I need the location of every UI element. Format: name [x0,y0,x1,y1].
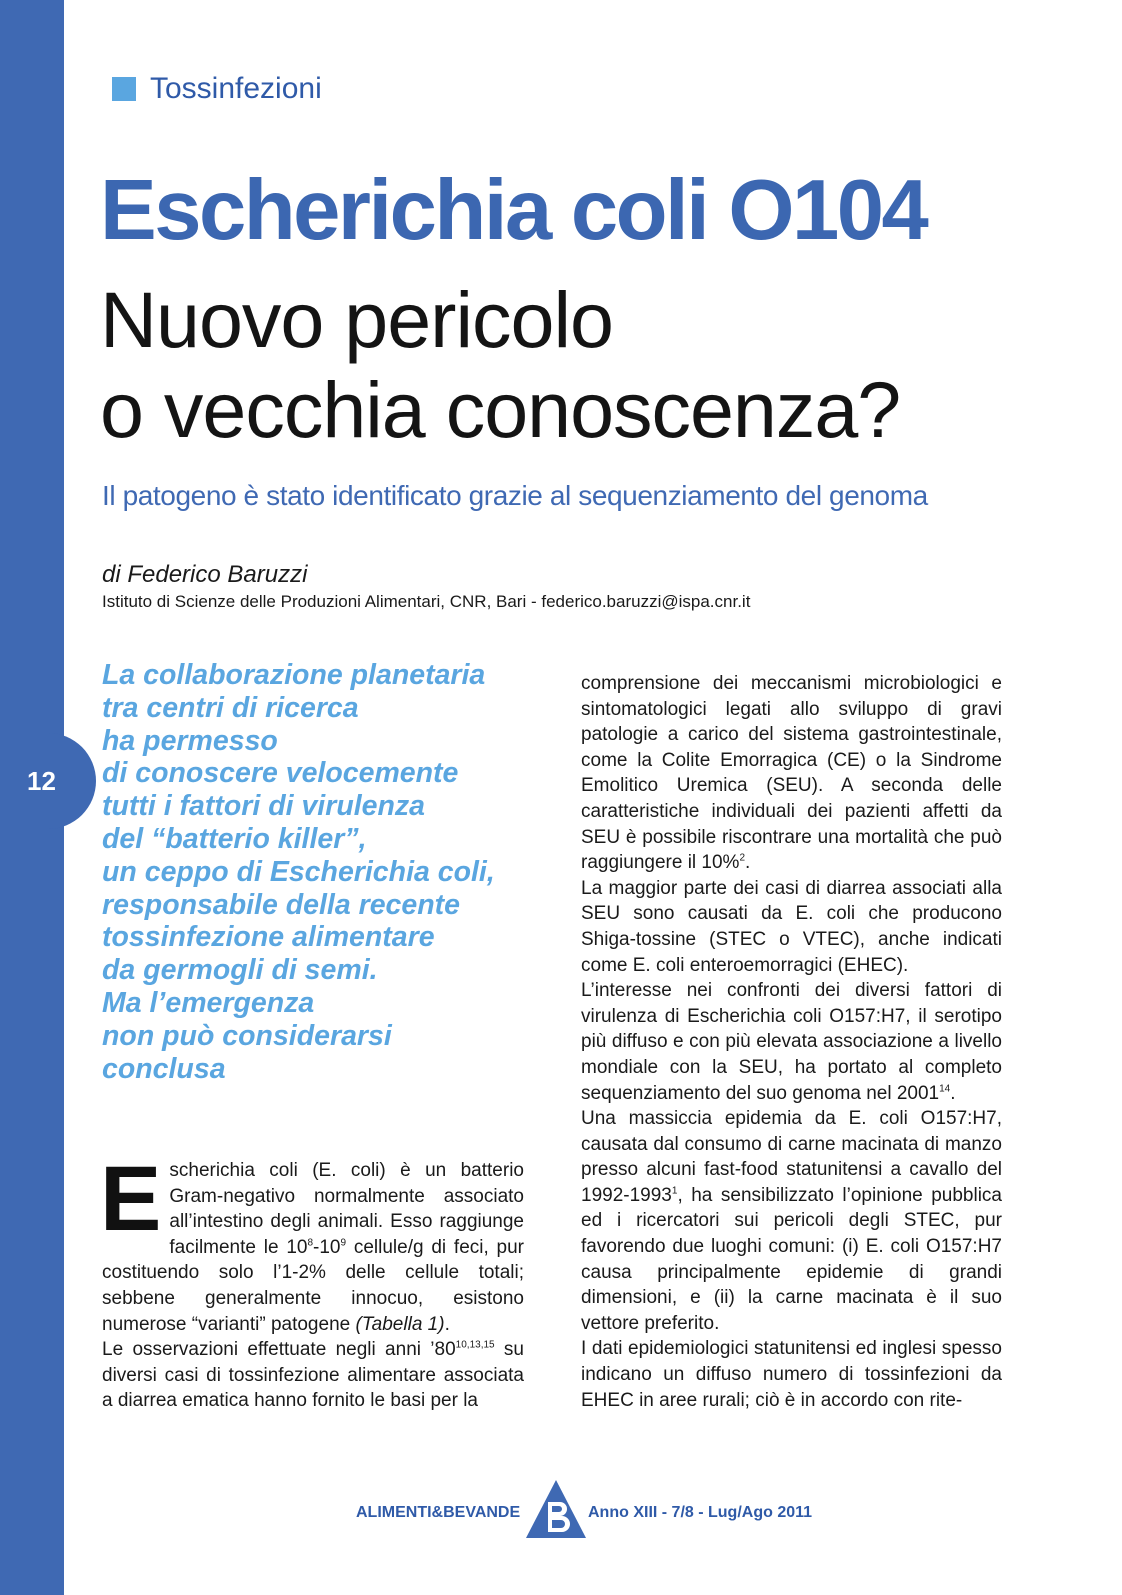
lead-line: tossinfezione alimentare [102,921,435,954]
title-block [100,275,900,455]
body-paragraph: Una massiccia epidemia da E. coli O157:H7, causata dal consumo di carne macinata di manzo presso alcuni fast-food statunitensi a cavallo del 1992-1993$^1$, ha sensibilizzato l’opinione pubblica ed i ricercatori sui pericoli degli STEC, pur favorendo due luoghi comuni: (i) E. coli O157:H7 causa principalmente epidemie di grandi dimensioni, e (ii) la carne macinata è il suo vettore preferito. [581,1108,1002,1334]
author: di Federico Baruzzi [102,561,308,588]
drop-cap: E [100,1148,162,1250]
triangle-b-logo-icon [526,1480,586,1538]
lead-paragraph [102,659,542,1085]
square-bullet-icon [112,77,136,101]
subtitle: Il patogeno è stato identificato grazie al sequenziamento del genoma [102,480,928,511]
page-footer [356,1480,836,1540]
lead-line: non può considerarsi [102,1019,392,1052]
lead-line: Ma l’emergenza [102,986,315,1019]
issue-info: Anno XIII - 7/8 - Lug/Ago 2011 [588,1504,813,1521]
affiliation: Istituto di Scienze delle Produzioni Alimentari, CNR, Bari - federico.baruzzi@ispa.cnr.it [102,592,751,611]
body-paragraph: I dati epidemiologici statunitensi ed inglesi spesso indicano un diffuso numero di tossinfezioni da EHEC in aree rurali; ciò è in accordo con rite- [581,1338,1002,1411]
section-header [112,72,322,106]
lead-line: tra centri di ricerca [102,691,359,724]
page-number: 12 [27,765,56,796]
title-line-2: Nuovo pericolo [100,275,613,364]
lead-line: un ceppo di Escherichia coli, [102,855,495,888]
body-column-left [100,1148,525,1414]
body-paragraph: La maggior parte dei casi di diarrea associati alla SEU sono causati da E. coli che producono Shiga-tossine (STEC o VTEC), anche indicati come E. coli enteroemorragici (EHEC). [581,877,1002,976]
title-line-3: o vecchia conoscenza? [100,365,901,454]
lead-line: responsabile della recente [102,888,460,921]
body-paragraph: Le osservazioni effettuate negli anni ’80$^{10,13,15}$ su diversi casi di tossinfezione alimentare associata a diarrea ematica hanno fornito le basi per la [102,1339,524,1412]
lead-line: da germogli di semi. [102,954,378,987]
lead-line: conclusa [102,1052,226,1085]
lead-line: ha permesso [102,724,278,757]
body-paragraph: Escherichia coli (E. coli) è un batterio Gram-negativo normalmente associato all’intestino degli animali. Esso raggiunge facilmente le $10^8-10^9$ cellule/g di feci, pur costituendo solo l’1-2% delle cellule totali; sebbene generalmente innocuo, esistono numerose “varianti” patogene (Tabella 1). [100,1148,525,1335]
section-label: Tossinfezioni [150,72,322,105]
body-paragraph: L’interesse nei confronti dei diversi fattori di virulenza di Escherichia coli O157:H7, il serotipo più diffuso e con più elevata associazione a livello mondiale con la SEU, ha portato al completo sequenziamento del suo genoma nel 2001$^{14}$. [581,980,1002,1104]
lead-line: del “batterio killer”, [102,822,367,855]
page-number-tab [0,733,96,829]
body-column-right [581,671,1002,1413]
lead-line: tutti i fattori di virulenza [102,790,426,823]
body-paragraph: comprensione dei meccanismi microbiologici e sintomatologici legati allo sviluppo di gravi patologie a carico del sistema gastrointestinale, come la Colite Emorragica (CE) o la Sindrome Emolitico Uremica (SEU). A seconda delle caratteristiche individuali dei pazienti affetti da SEU è possibile riscontrare una mortalità che può raggiungere il 10%$^2$. [581,673,1002,874]
lead-line: di conoscere velocemente [102,757,459,790]
magazine-name: ALIMENTI&BEVANDE [356,1504,521,1521]
lead-line: La collaborazione planetaria [102,659,486,691]
title-line-1: Escherichia coli O104 [100,163,927,258]
table-reference: (Tabella 1) [355,1313,445,1335]
